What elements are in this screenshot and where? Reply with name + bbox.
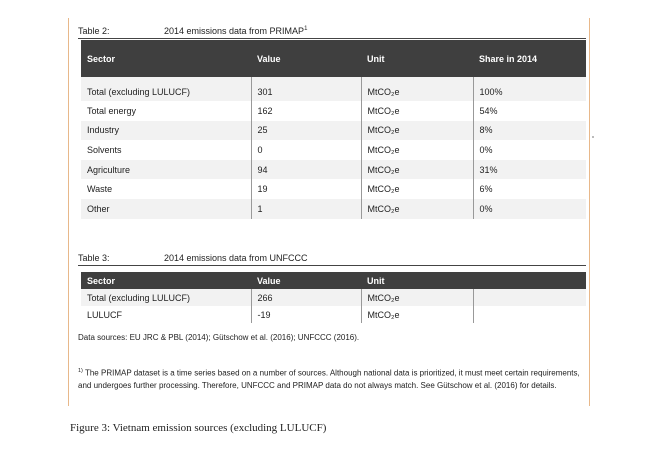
value-cell: 266	[251, 289, 361, 306]
footnote-text: The PRIMAP dataset is a time series based on a number of sources. Although national data is prioritized, it must meet certain requirements, and undergoes further processing. Therefore, UNFCCC and PRIMAP data do not always match. See Gütschow et al. (2016) for details.	[78, 368, 580, 390]
table-row	[81, 199, 586, 219]
unit-cell: MtCO₂e	[361, 179, 473, 199]
table2-title: 2014 emissions data from PRIMAP	[164, 26, 305, 36]
table3	[81, 272, 586, 323]
table2-header-share: Share in 2014	[473, 40, 586, 77]
table-row	[81, 77, 586, 101]
empty-cell	[473, 306, 586, 323]
sector-cell: Agriculture	[81, 160, 251, 180]
table2-title-footnote-marker: 1	[304, 26, 308, 32]
empty-cell	[473, 289, 586, 306]
share-cell: 0%	[473, 199, 586, 219]
table3-header-value: Value	[251, 272, 361, 289]
data-sources-note: Data sources: EU JRC & PBL (2014); Gütschow et al. (2016); UNFCCC (2016).	[78, 333, 360, 342]
table2-header-value: Value	[251, 40, 361, 77]
table-row	[81, 179, 586, 199]
table2-number: Table 2:	[78, 26, 110, 36]
share-cell: 6%	[479, 184, 493, 195]
table-row	[81, 140, 586, 160]
unit-cell: MtCO₂e	[361, 121, 473, 141]
table3-header-row	[81, 272, 586, 289]
figure-caption: Figure 3: Vietnam emission sources (excluding LULUCF)	[70, 422, 327, 434]
unit-cell: MtCO₂e	[361, 140, 473, 160]
stray-mark	[592, 136, 594, 138]
unit-cell: MtCO₂e	[361, 160, 473, 180]
table-row	[81, 101, 586, 121]
table3-header-empty	[473, 272, 586, 289]
unit-cell: MtCO₂e	[361, 199, 473, 219]
value-cell: 19	[251, 179, 361, 199]
sector-cell: Total energy	[81, 101, 251, 121]
page-border-left	[68, 18, 69, 406]
table3-header-unit: Unit	[361, 272, 473, 289]
share-cell: 8%	[473, 121, 586, 141]
sector-cell: LULUCF	[81, 306, 251, 323]
value-cell: 25	[251, 121, 361, 141]
table3-header-sector: Sector	[81, 272, 251, 289]
share-cell: 54%	[479, 105, 498, 116]
table-row	[81, 121, 586, 141]
share-cell: 31%	[473, 160, 586, 180]
sector-cell: Industry	[81, 121, 251, 141]
unit-cell: MtCO₂e	[361, 306, 473, 323]
table3-title: 2014 emissions data from UNFCCC	[164, 253, 308, 263]
unit-cell: MtCO₂e	[361, 77, 473, 101]
share-cell: 100%	[473, 77, 586, 101]
table2	[81, 40, 586, 219]
page-border-right	[589, 18, 590, 406]
share-cell: 0%	[479, 144, 493, 155]
table-row	[81, 160, 586, 180]
table3-caption	[78, 253, 586, 266]
value-cell: 162	[251, 101, 361, 121]
sector-cell: Solvents	[81, 140, 251, 160]
unit-cell: MtCO₂e	[361, 289, 473, 306]
table2-header-unit: Unit	[361, 40, 473, 77]
table-row	[81, 306, 586, 323]
unit-cell: MtCO₂e	[361, 101, 473, 121]
value-cell: 301	[251, 77, 361, 101]
table-row	[81, 289, 586, 306]
footnote-marker: 1)	[78, 368, 83, 374]
table2-caption	[78, 26, 586, 39]
value-cell: 0	[251, 140, 361, 160]
table2-header-row	[81, 40, 586, 77]
table2-header-sector: Sector	[81, 40, 251, 77]
sector-cell: Total (excluding LULUCF)	[81, 289, 251, 306]
value-cell: 94	[251, 160, 361, 180]
sector-cell: Other	[81, 199, 251, 219]
value-cell: -19	[251, 306, 361, 323]
table3-number: Table 3:	[78, 253, 110, 263]
value-cell: 1	[251, 199, 361, 219]
footnote	[78, 365, 583, 392]
sector-cell: Waste	[81, 179, 251, 199]
sector-cell: Total (excluding LULUCF)	[81, 77, 251, 101]
